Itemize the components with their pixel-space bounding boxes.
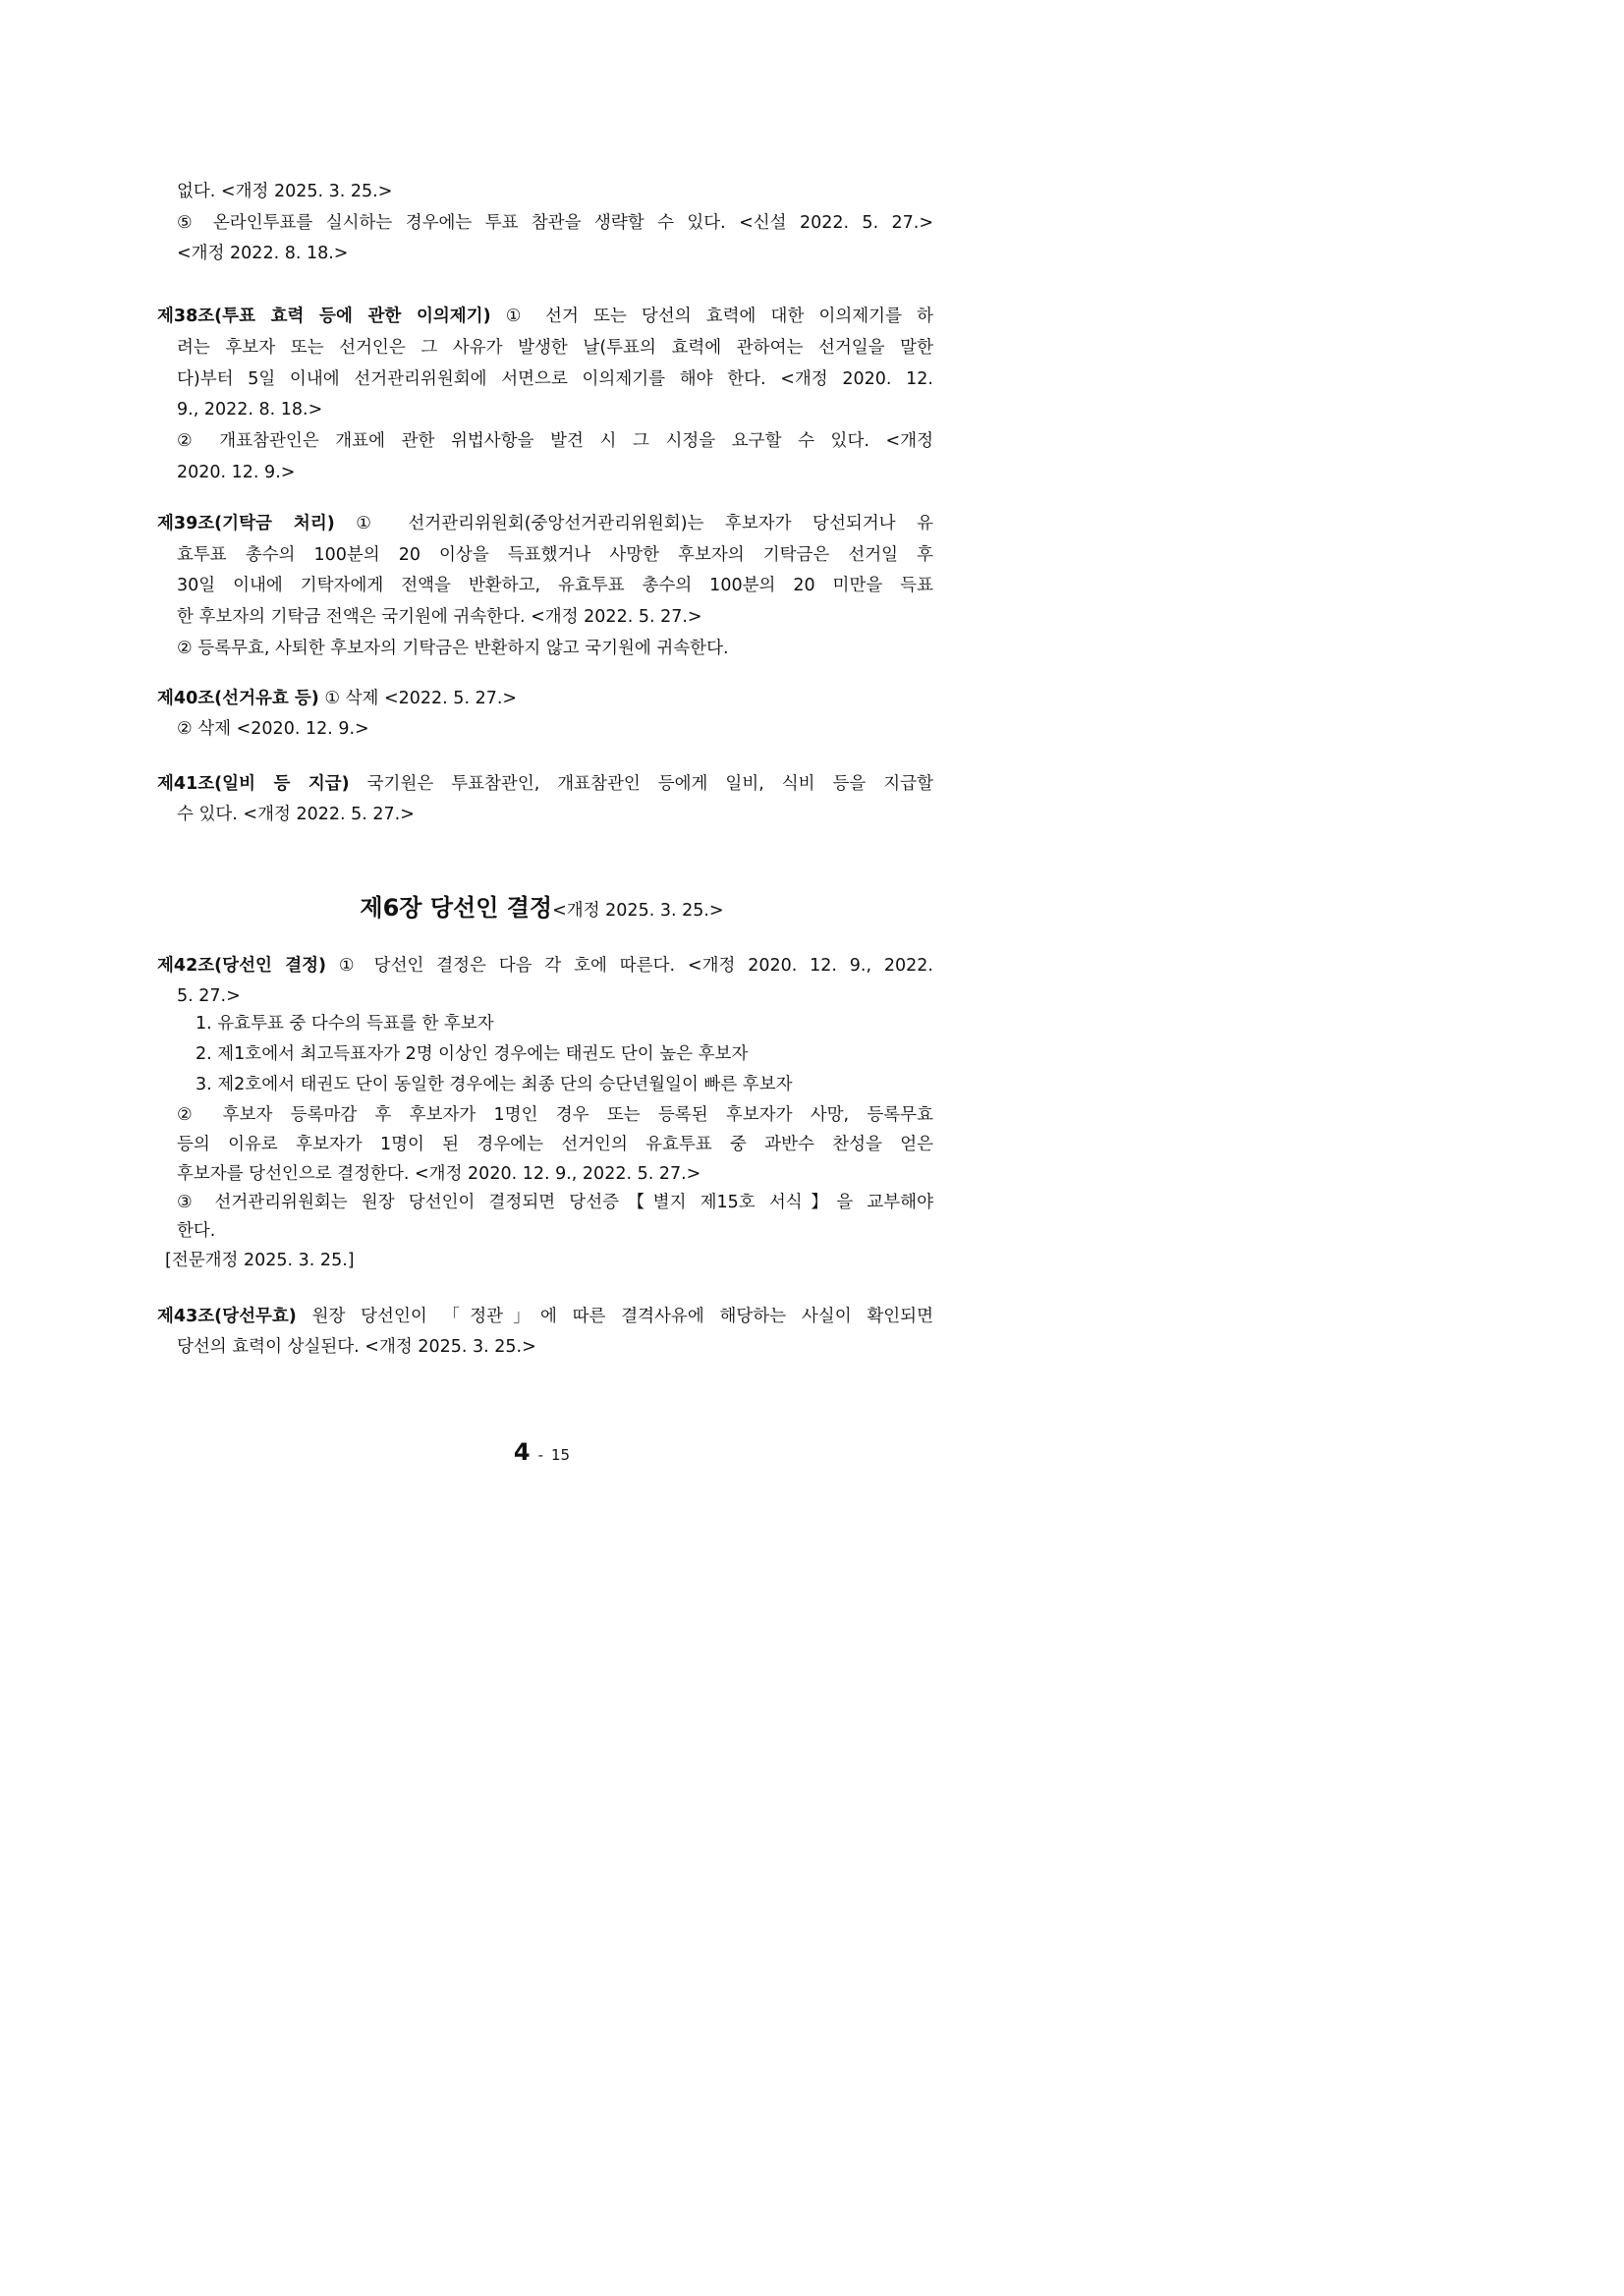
text-line: ② 개표참관인은 개표에 관한 위법사항을 발견 시 그 시정을 요구할 수 있다. <개정: [177, 431, 933, 451]
text-line: ② 등록무효, 사퇴한 후보자의 기탁금은 반환하지 않고 국기원에 귀속한다.: [177, 639, 729, 658]
text-span: ① 선거관리위원회(중앙선거관리위원회)는 후보자가 당선되거나 유: [356, 514, 933, 533]
page-number-value: 4: [513, 1438, 531, 1466]
text-line: 없다. <개정 2025. 3. 25.>: [177, 182, 393, 201]
article-39-first-line: [157, 513, 933, 534]
page-number: [0, 1438, 1084, 1466]
article-42-first-line: [157, 955, 933, 977]
revision-note: [전문개정 2025. 3. 25.]: [165, 1251, 355, 1270]
text-line: 당선의 효력이 상실된다. <개정 2025. 3. 25.>: [177, 1337, 536, 1357]
text-line: 효투표 총수의 100분의 20 이상을 득표했거나 사망한 후보자의 기탁금은 선거일 후: [177, 545, 933, 565]
article-43-heading: 제43조(당선무효): [157, 1307, 297, 1326]
text-line: 5. 27.>: [177, 986, 241, 1006]
text-span: ① 선거 또는 당선의 효력에 대한 이의제기를 하: [505, 307, 933, 326]
text-line: 수 있다. <개정 2022. 5. 27.>: [177, 805, 415, 824]
text-line: 2020. 12. 9.>: [177, 463, 296, 482]
text-line: 한다.: [177, 1221, 216, 1241]
text-line: ② 삭제 <2020. 12. 9.>: [177, 719, 369, 739]
article-38-first-line: [157, 306, 933, 327]
text-line: 30일 이내에 기탁자에게 전액을 반환하고, 유효투표 총수의 100분의 20 미만을 득표: [177, 576, 933, 595]
text-line: 등의 이유로 후보자가 1명이 된 경우에는 선거인의 유효투표 중 과반수 찬성을 얻은: [177, 1135, 933, 1154]
list-item: 2. 제1호에서 최고득표자가 2명 이상인 경우에는 태권도 단이 높은 후보자: [196, 1044, 749, 1064]
article-40-first-line: [157, 688, 517, 709]
chapter-heading: [0, 888, 1084, 923]
text-line: 려는 후보자 또는 선거인은 그 사유가 발생한 날(투표의 효력에 관하여는 선거일을 말한: [177, 338, 933, 358]
page-number-separator: -: [537, 1446, 544, 1464]
text-span: ① 삭제 <2022. 5. 27.>: [324, 689, 518, 708]
text-span: 국기원은 투표참관인, 개표참관인 등에게 일비, 식비 등을 지급할: [366, 774, 934, 794]
text-span: 원장 당선인이 「정관」에 따른 결격사유에 해당하는 사실이 확인되면: [311, 1307, 933, 1326]
document-page: [0, 0, 1084, 1532]
page-total: 15: [551, 1446, 571, 1464]
chapter-revision-note: <개정 2025. 3. 25.>: [552, 901, 724, 921]
text-line: 9., 2022. 8. 18.>: [177, 400, 323, 420]
chapter-title: 제6장 당선인 결정: [360, 894, 553, 922]
text-line: ⑤ 온라인투표를 실시하는 경우에는 투표 참관을 생략할 수 있다. <신설 2022. 5. 27.>: [177, 213, 933, 233]
article-39-heading: 제39조(기탁금 처리): [157, 514, 335, 533]
list-item: 1. 유효투표 중 다수의 득표를 한 후보자: [196, 1014, 494, 1034]
article-41-first-line: [157, 773, 933, 795]
text-line: 다)부터 5일 이내에 선거관리위원회에 서면으로 이의제기를 해야 한다. <개정 2020. 12.: [177, 369, 933, 389]
text-span: ① 당선인 결정은 다음 각 호에 따른다. <개정 2020. 12. 9., 2022.: [338, 956, 933, 976]
article-41-heading: 제41조(일비 등 지급): [157, 774, 350, 794]
list-item: 3. 제2호에서 태권도 단이 동일한 경우에는 최종 단의 승단년월일이 빠른 후보자: [196, 1075, 793, 1094]
text-line: ② 후보자 등록마감 후 후보자가 1명인 경우 또는 등록된 후보자가 사망, 등록무효: [177, 1105, 933, 1125]
text-line: 한 후보자의 기탁금 전액은 국기원에 귀속한다. <개정 2022. 5. 27.>: [177, 607, 702, 627]
article-42-heading: 제42조(당선인 결정): [157, 956, 327, 976]
text-line: <개정 2022. 8. 18.>: [177, 244, 349, 263]
article-40-heading: 제40조(선거유효 등): [157, 689, 319, 708]
article-38-heading: 제38조(투표 효력 등에 관한 이의제기): [157, 307, 491, 326]
text-line: 후보자를 당선인으로 결정한다. <개정 2020. 12. 9., 2022. 5. 27.>: [177, 1164, 701, 1184]
article-43-first-line: [157, 1306, 933, 1327]
text-line: ③ 선거관리위원회는 원장 당선인이 결정되면 당선증【별지 제15호 서식】을 교부해야: [177, 1193, 933, 1212]
